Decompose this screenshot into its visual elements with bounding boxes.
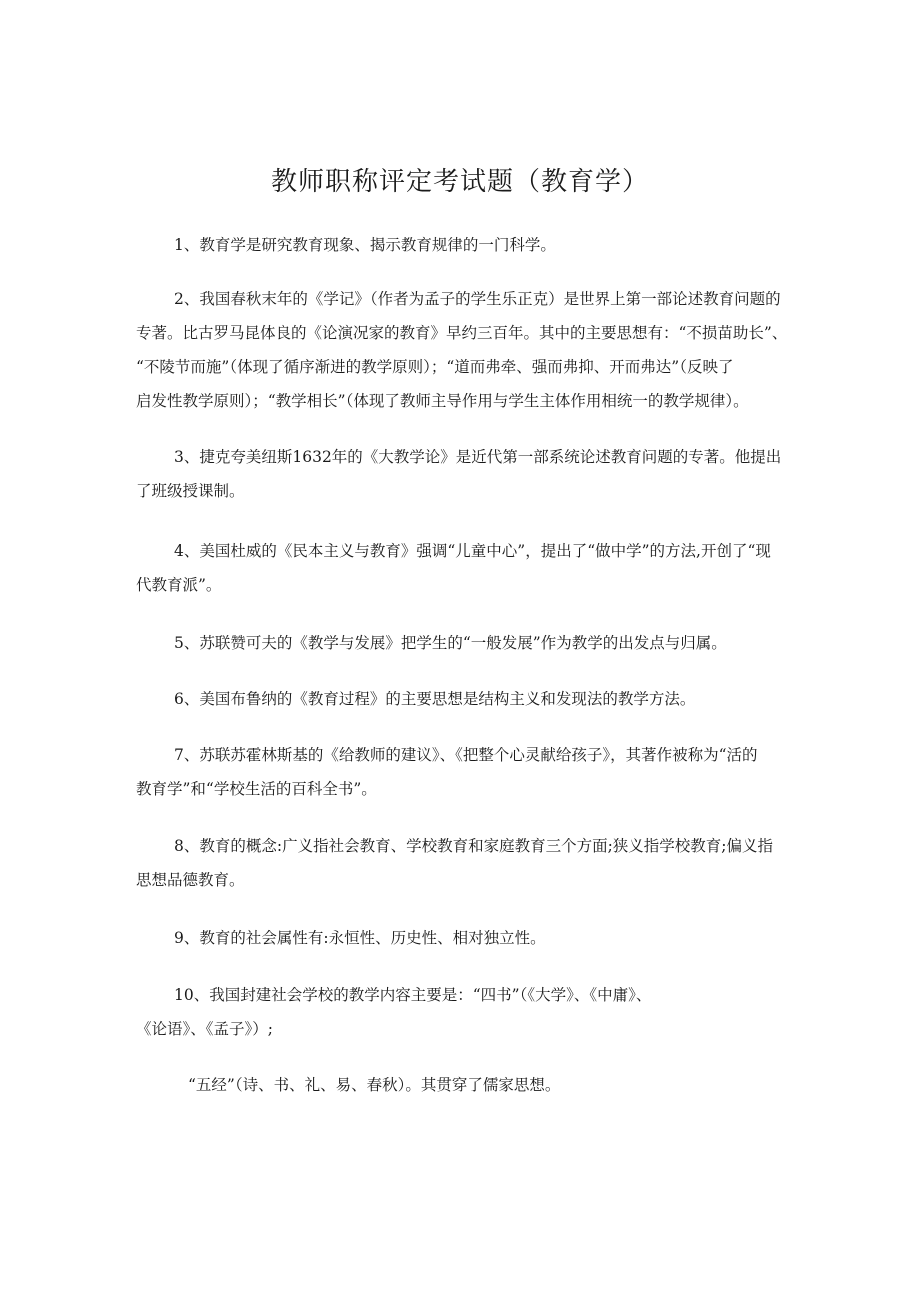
document-title: 教师职称评定考试题（教育学） — [270, 167, 649, 197]
paragraph-line: 了班级授课制。 — [136, 482, 245, 500]
item-7-paragraph — [136, 738, 786, 806]
paragraph-line: “不陵节而施”（体现了循序渐进的教学原则）；“道而弗牵、强而弗抑、开而弗达”（反映了 — [136, 358, 734, 376]
paragraph-line: 2、我国春秋末年的《学记》（作者为孟子的学生乐正克）是世界上第一部论述教育问题的 — [174, 290, 781, 308]
paragraph-line: 专著。比古罗马昆体良的《论演况家的教育》早约三百年。其中的主要思想有：“不损苗助长”、 — [136, 324, 788, 342]
paragraph-line: 教育学”和“学校生活的百科全书”。 — [136, 780, 377, 798]
item-5-paragraph — [136, 626, 786, 660]
paragraph-line: 9、教育的社会属性有:永恒性、历史性、相对独立性。 — [174, 929, 546, 947]
paragraph-line: 4、美国杜威的《民本主义与教育》强调“儿童中心”，提出了“做中学”的方法,开创了“现 — [174, 542, 771, 560]
item-1-paragraph — [136, 228, 786, 262]
paragraph-line: 1、教育学是研究教育现象、揭示教育规律的一门科学。 — [174, 236, 556, 254]
paragraph-line: 6、美国布鲁纳的《教育过程》的主要思想是结构主义和发现法的教学方法。 — [174, 690, 696, 708]
item-10-continuation-paragraph — [136, 1068, 786, 1102]
item-6-paragraph — [136, 682, 786, 716]
item-4-paragraph — [136, 534, 786, 602]
paragraph-line: 代教育派”。 — [136, 576, 222, 594]
paragraph-line: 《论语》、《孟子》）; — [136, 1020, 273, 1038]
item-9-paragraph — [136, 921, 786, 955]
paragraph-line: 7、苏联苏霍林斯基的《给教师的建议》、《把整个心灵献给孩子》，其著作被称为“活的 — [174, 746, 758, 764]
item-2-paragraph — [136, 282, 786, 418]
paragraph-line: 思想品德教育。 — [136, 871, 245, 889]
paragraph-line: 启发性教学原则）；“教学相长”（体现了教师主导作用与学生主体作用相统一的教学规律）。 — [136, 392, 749, 410]
item-3-paragraph — [136, 440, 786, 508]
paragraph-line: “五经”（诗、书、礼、易、春秋）。其贯穿了儒家思想。 — [188, 1076, 561, 1094]
item-10-paragraph — [136, 978, 786, 1046]
item-8-paragraph — [136, 829, 786, 897]
paragraph-line: 3、捷克夸美纽斯1632年的《大教学论》是近代第一部系统论述教育问题的专著。他提出 — [174, 448, 782, 466]
paragraph-line: 8、教育的概念:广义指社会教育、学校教育和家庭教育三个方面;狭义指学校教育;偏义指 — [174, 837, 774, 855]
paragraph-line: 5、苏联赞可夫的《教学与发展》把学生的“一般发展”作为教学的出发点与归属。 — [174, 634, 727, 652]
paragraph-line: 10、我国封建社会学校的教学内容主要是：“四书”（《大学》、《中庸》、 — [174, 986, 652, 1004]
